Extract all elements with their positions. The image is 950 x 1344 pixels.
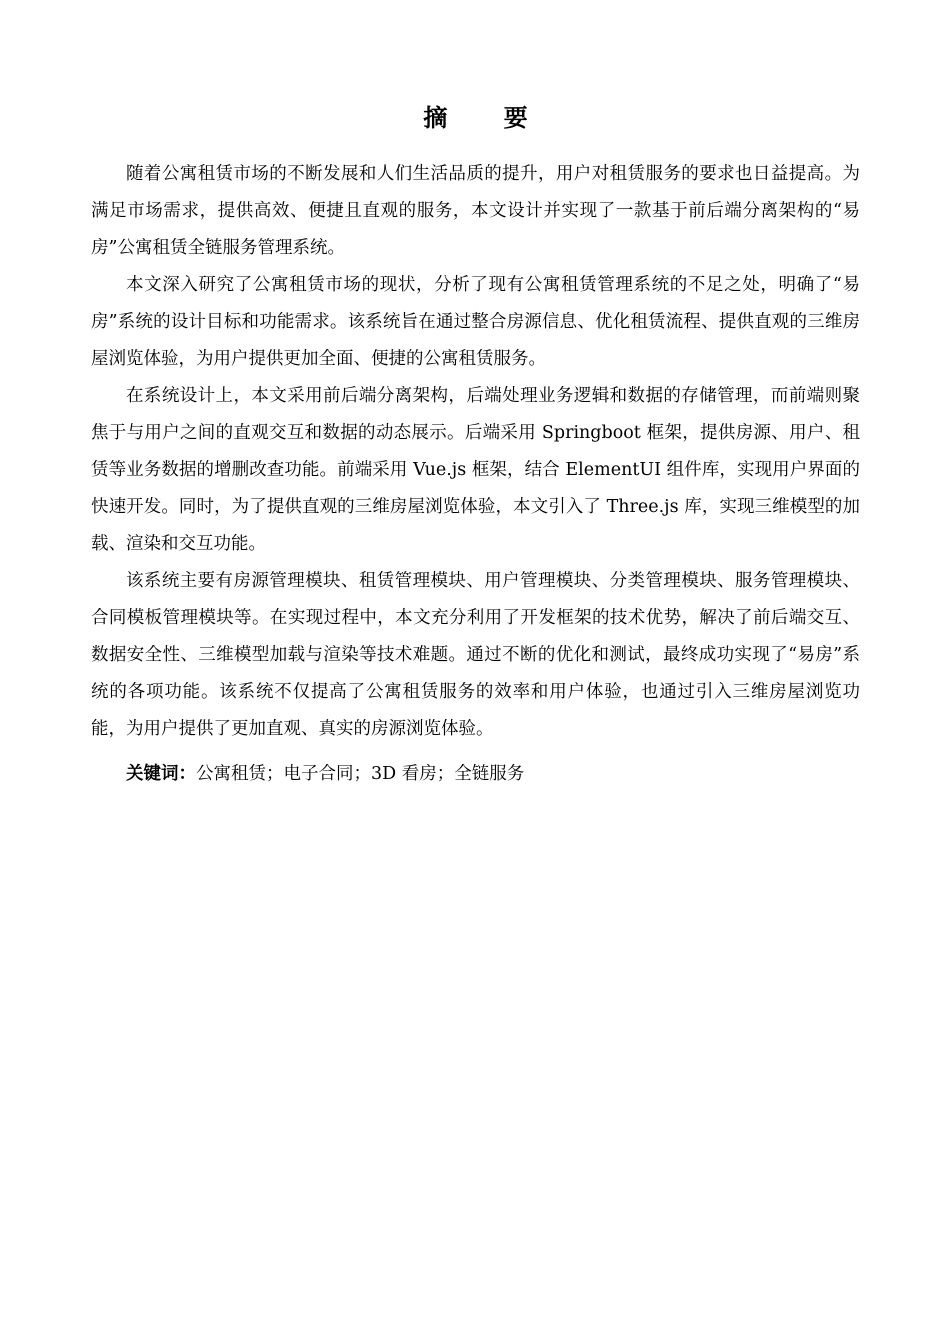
abstract-title: 摘 要 <box>423 104 552 132</box>
abstract-paragraph-3: 在系统设计上，本文采用前后端分离架构，后端处理业务逻辑和数据的存储管理，而前端则聚焦于与用户之间的直观交互和数据的动态展示。后端采用 Springboot 框架，提供房源、用户、租赁等业务数据的增删改查功能。前端采用 Vue.js 框架，结合 ElementUI 组件库，实现用户界面的快速开发。同时，为了提供直观的三维房屋浏览体验，本文引入了 Three.js 库，实现三维模型的加载、渲染和交互功能。 <box>91 386 860 554</box>
keywords-label: 关键词： <box>126 764 196 784</box>
abstract-paragraph-1: 随着公寓租赁市场的不断发展和人们生活品质的提升，用户对租赁服务的要求也日益提高。为满足市场需求，提供高效、便捷且直观的服务，本文设计并实现了一款基于前后端分离架构的“易房”公寓租赁全链服务管理系统。 <box>91 164 860 258</box>
abstract-paragraph-2: 本文深入研究了公寓租赁市场的现状，分析了现有公寓租赁管理系统的不足之处，明确了“易房”系统的设计目标和功能需求。该系统旨在通过整合房源信息、优化租赁流程、提供直观的三维房屋浏览体验，为用户提供更加全面、便捷的公寓租赁服务。 <box>91 275 860 369</box>
abstract-body <box>91 156 860 748</box>
abstract-paragraph-4: 该系统主要有房源管理模块、租赁管理模块、用户管理模块、分类管理模块、服务管理模块、合同模板管理模块等。在实现过程中，本文充分利用了开发框架的技术优势，解决了前后端交互、数据安全性、三维模型加载与渲染等技术难题。通过不断的优化和测试，最终成功实现了“易房”系统的各项功能。该系统不仅提高了公寓租赁服务的效率和用户体验，也通过引入三维房屋浏览功能，为用户提供了更加直观、真实的房源浏览体验。 <box>91 571 860 739</box>
keywords-line <box>91 756 860 793</box>
keywords-value: 公寓租赁；电子合同；3D 看房；全链服务 <box>196 764 525 784</box>
